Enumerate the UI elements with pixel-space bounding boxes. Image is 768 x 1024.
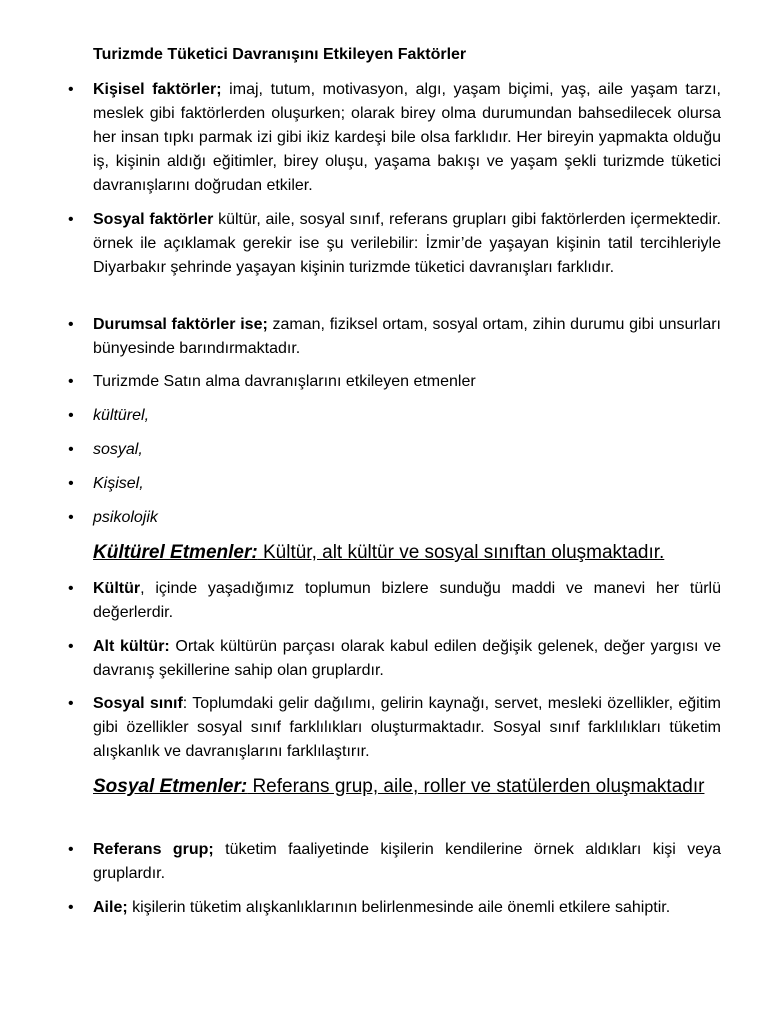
list-item-psychological: • psikolojik <box>93 506 721 530</box>
item-text: Turizmde Satın alma davranışlarını etkileyen etmenler <box>93 373 476 390</box>
list-item-personal: • Kişisel, <box>93 472 721 496</box>
page-title: Turizmde Tüketici Davranışını Etkileyen Faktörler <box>93 46 467 63</box>
heading-label: Kültürel Etmenler: <box>93 542 258 563</box>
list-item-social-class <box>93 692 721 764</box>
list-item-social-factors <box>93 208 721 280</box>
list-item-family <box>93 896 721 920</box>
item-text: zaman, fiziksel ortam, sosyal ortam, zihin durumu gibi unsurları bünyesinde barındırmaktadır. <box>93 316 722 357</box>
item-text: tüketim faaliyetinde kişilerin kendilerine örnek aldıkları kişi veya gruplardır. <box>93 841 721 882</box>
item-text: kişilerin tüketim alışkanlıklarının belirlenmesinde aile önemli etkilere sahiptir. <box>127 899 671 916</box>
list-item-reference-group <box>93 838 721 886</box>
item-term: Referans grup; <box>93 841 214 858</box>
heading-label: Sosyal Etmenler: <box>93 776 248 797</box>
list-item-situational-factors <box>93 313 721 361</box>
cultural-factors-heading <box>93 541 721 565</box>
item-text: Ortak kültürün parçası olarak kabul edilen değişik gelenek, değer yargısı ve davranış şekillerine sahip olan gruplardır. <box>93 638 721 679</box>
item-text: , içinde yaşadığımız toplumun bizlere sunduğu maddi ve manevi her türlü değerlerdir. <box>93 580 721 621</box>
list-item-culture <box>93 577 721 625</box>
item-term: Kişisel faktörler; <box>93 81 222 98</box>
heading-text: Kültür, alt kültür ve sosyal sınıftan oluşmaktadır. <box>257 542 665 563</box>
item-term: Durumsal faktörler ise; <box>93 316 268 333</box>
list-item-social: • sosyal, <box>93 438 721 462</box>
list-item-cultural: • kültürel, <box>93 404 721 428</box>
item-term: Alt kültür: <box>93 638 170 655</box>
item-text: kültür, aile, sosyal sınıf, referans grupları gibi faktörlerden içermektedir. örnek ile açıklamak gerekir ise şu verilebilir: İzmir’de yaşayan kişinin tatil tercihleriyle Diyarbakır şehrinde yaşayan kişinin turizmde tüketici davranışları farklıdır. <box>93 211 721 276</box>
item-text: imaj, tutum, motivasyon, algı, yaşam biçimi, yaş, aile yaşam tarzı, meslek gibi faktörlerden oluşurken; olarak birey olma durumundan bahsedilecek olursa her insan tıpkı parmak izi gibi ikiz kardeşi bile olsa farklıdır. Her bireyin yapmakta olduğu iş, kişinin aldığı eğitimler, birey oluşu, yaşama bakışı ve yaşam şekli turizmde tüketici davranışlarını doğrudan etkiler. <box>93 81 721 194</box>
list-item-purchase-factors <box>93 370 721 394</box>
item-term: Aile; <box>93 899 128 916</box>
item-text: : Toplumdaki gelir dağılımı, gelirin kaynağı, servet, mesleki özellikler, eğitim gibi özellikler sosyal sınıf farklılıkları oluşturmaktadır. Sosyal sınıf farklılıkları tüketim alışkanlık ve davranışlarını farklılaştırır. <box>93 695 722 760</box>
item-term: Sosyal faktörler <box>93 211 214 228</box>
item-term: Kültür <box>93 580 141 597</box>
heading-text: Referans grup, aile, roller ve statülerden oluşmaktadır <box>247 776 705 797</box>
list-item-subculture <box>93 635 721 683</box>
item-term: Sosyal sınıf <box>93 695 183 712</box>
social-factors-heading <box>93 775 721 799</box>
list-item-personal-factors <box>93 78 721 198</box>
